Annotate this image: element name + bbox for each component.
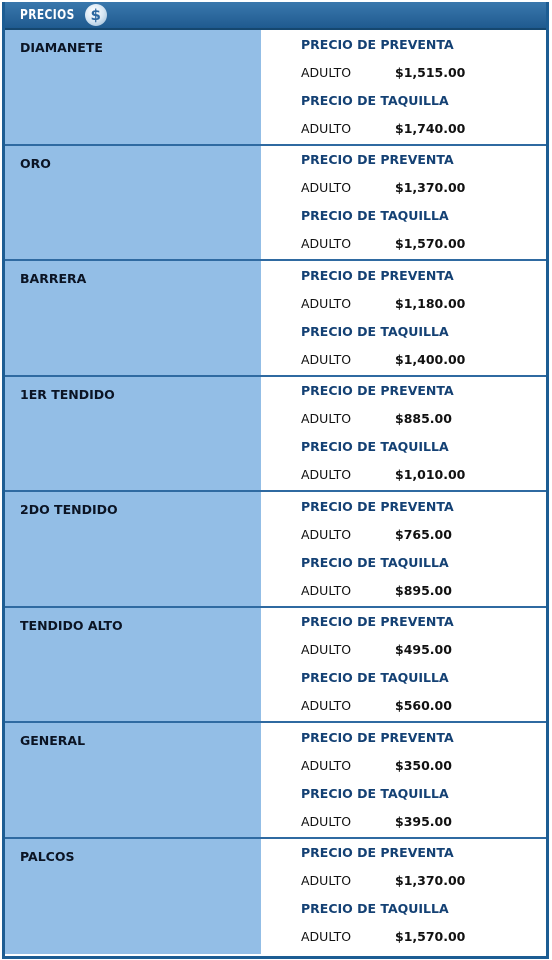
presale-price: $1,370.00: [395, 180, 466, 195]
presale-heading-line: [301, 723, 546, 751]
audience-label: ADULTO: [301, 642, 352, 657]
presale-label: PRECIO DE PREVENTA: [301, 498, 454, 514]
section-name: PALCOS: [5, 839, 261, 955]
box-office-price: $1,570.00: [395, 236, 466, 251]
box-office-heading-line: [301, 86, 546, 114]
box-office-price-line: [301, 576, 546, 604]
presale-heading-line: [301, 146, 546, 174]
box-office-heading-line: [301, 664, 546, 692]
presale-heading-line: [301, 30, 546, 58]
presale-label: PRECIO DE PREVENTA: [301, 614, 454, 629]
audience-label: ADULTO: [301, 582, 352, 598]
presale-price: $765.00: [395, 526, 452, 542]
presale-price-line: [301, 174, 546, 202]
presale-heading-line: [301, 261, 546, 289]
section-name: 2DO TENDIDO: [5, 492, 261, 606]
presale-price-line: [301, 867, 546, 895]
audience-label: ADULTO: [301, 295, 352, 311]
section-name: DIAMANETE: [5, 30, 261, 144]
audience-label: ADULTO: [301, 236, 352, 251]
box-office-price-line: [301, 230, 546, 258]
price-row: [5, 30, 546, 146]
box-office-label: PRECIO DE TAQUILLA: [301, 554, 449, 570]
box-office-price-line: [301, 345, 546, 373]
audience-label: ADULTO: [301, 873, 352, 888]
box-office-price-line: [301, 461, 546, 489]
box-office-heading-line: [301, 433, 546, 461]
box-office-price-line: [301, 923, 546, 951]
audience-label: ADULTO: [301, 351, 352, 367]
audience-label: ADULTO: [301, 698, 352, 713]
price-cell: [261, 261, 546, 375]
box-office-price-line: [301, 692, 546, 720]
price-rows: [5, 30, 546, 954]
presale-price: $1,180.00: [395, 295, 466, 311]
box-office-price-line: [301, 807, 546, 835]
audience-label: ADULTO: [301, 64, 352, 80]
box-office-price: $395.00: [395, 813, 452, 829]
box-office-price: $895.00: [395, 582, 452, 598]
section-name: TENDIDO ALTO: [5, 608, 261, 722]
price-cell: [261, 723, 546, 837]
box-office-heading-line: [301, 895, 546, 923]
price-cell: [261, 608, 546, 722]
presale-label: PRECIO DE PREVENTA: [301, 36, 454, 52]
price-row: [5, 146, 546, 262]
presale-price: $495.00: [395, 642, 452, 657]
presale-price-line: [301, 636, 546, 664]
presale-label: PRECIO DE PREVENTA: [301, 267, 454, 283]
box-office-label: PRECIO DE TAQUILLA: [301, 208, 449, 223]
price-cell: [261, 377, 546, 491]
price-row: [5, 261, 546, 377]
box-office-price-line: [301, 114, 546, 142]
box-office-price: $1,400.00: [395, 351, 466, 367]
presale-label: PRECIO DE PREVENTA: [301, 152, 454, 167]
audience-label: ADULTO: [301, 180, 352, 195]
price-row: [5, 723, 546, 839]
section-name: 1ER TENDIDO: [5, 377, 261, 491]
price-header: [5, 2, 546, 30]
presale-price: $1,370.00: [395, 873, 466, 888]
box-office-label: PRECIO DE TAQUILLA: [301, 670, 449, 685]
box-office-price: $1,010.00: [395, 467, 466, 482]
presale-heading-line: [301, 492, 546, 520]
audience-label: ADULTO: [301, 411, 352, 426]
price-cell: [261, 839, 546, 955]
price-cell: [261, 30, 546, 144]
box-office-heading-line: [301, 317, 546, 345]
presale-label: PRECIO DE PREVENTA: [301, 845, 454, 860]
box-office-price: $1,740.00: [395, 120, 466, 136]
presale-label: PRECIO DE PREVENTA: [301, 383, 454, 398]
box-office-price: $1,570.00: [395, 929, 466, 944]
presale-price-line: [301, 751, 546, 779]
audience-label: ADULTO: [301, 526, 352, 542]
presale-price-line: [301, 58, 546, 86]
audience-label: ADULTO: [301, 813, 352, 829]
presale-price-line: [301, 520, 546, 548]
presale-heading-line: [301, 377, 546, 405]
presale-price-line: [301, 405, 546, 433]
price-row: [5, 377, 546, 493]
presale-price: $1,515.00: [395, 64, 466, 80]
box-office-heading-line: [301, 548, 546, 576]
header-title: PRECIOS: [20, 7, 75, 23]
box-office-heading-line: [301, 202, 546, 230]
box-office-label: PRECIO DE TAQUILLA: [301, 92, 449, 108]
section-name: BARRERA: [5, 261, 261, 375]
price-cell: [261, 492, 546, 606]
price-table: [2, 2, 549, 959]
audience-label: ADULTO: [301, 467, 352, 482]
section-name: GENERAL: [5, 723, 261, 837]
presale-price-line: [301, 289, 546, 317]
audience-label: ADULTO: [301, 120, 352, 136]
price-row: [5, 492, 546, 608]
dollar-glyph: $: [90, 5, 101, 24]
section-name: ORO: [5, 146, 261, 260]
box-office-label: PRECIO DE TAQUILLA: [301, 785, 449, 801]
box-office-label: PRECIO DE TAQUILLA: [301, 901, 449, 916]
price-row: [5, 839, 546, 955]
presale-price: $885.00: [395, 411, 452, 426]
box-office-label: PRECIO DE TAQUILLA: [301, 439, 449, 454]
price-cell: [261, 146, 546, 260]
presale-heading-line: [301, 608, 546, 636]
presale-label: PRECIO DE PREVENTA: [301, 729, 454, 745]
audience-label: ADULTO: [301, 929, 352, 944]
audience-label: ADULTO: [301, 757, 352, 773]
price-row: [5, 608, 546, 724]
dollar-sign-icon: [85, 4, 107, 26]
box-office-price: $560.00: [395, 698, 452, 713]
box-office-heading-line: [301, 779, 546, 807]
presale-heading-line: [301, 839, 546, 867]
presale-price: $350.00: [395, 757, 452, 773]
box-office-label: PRECIO DE TAQUILLA: [301, 323, 449, 339]
